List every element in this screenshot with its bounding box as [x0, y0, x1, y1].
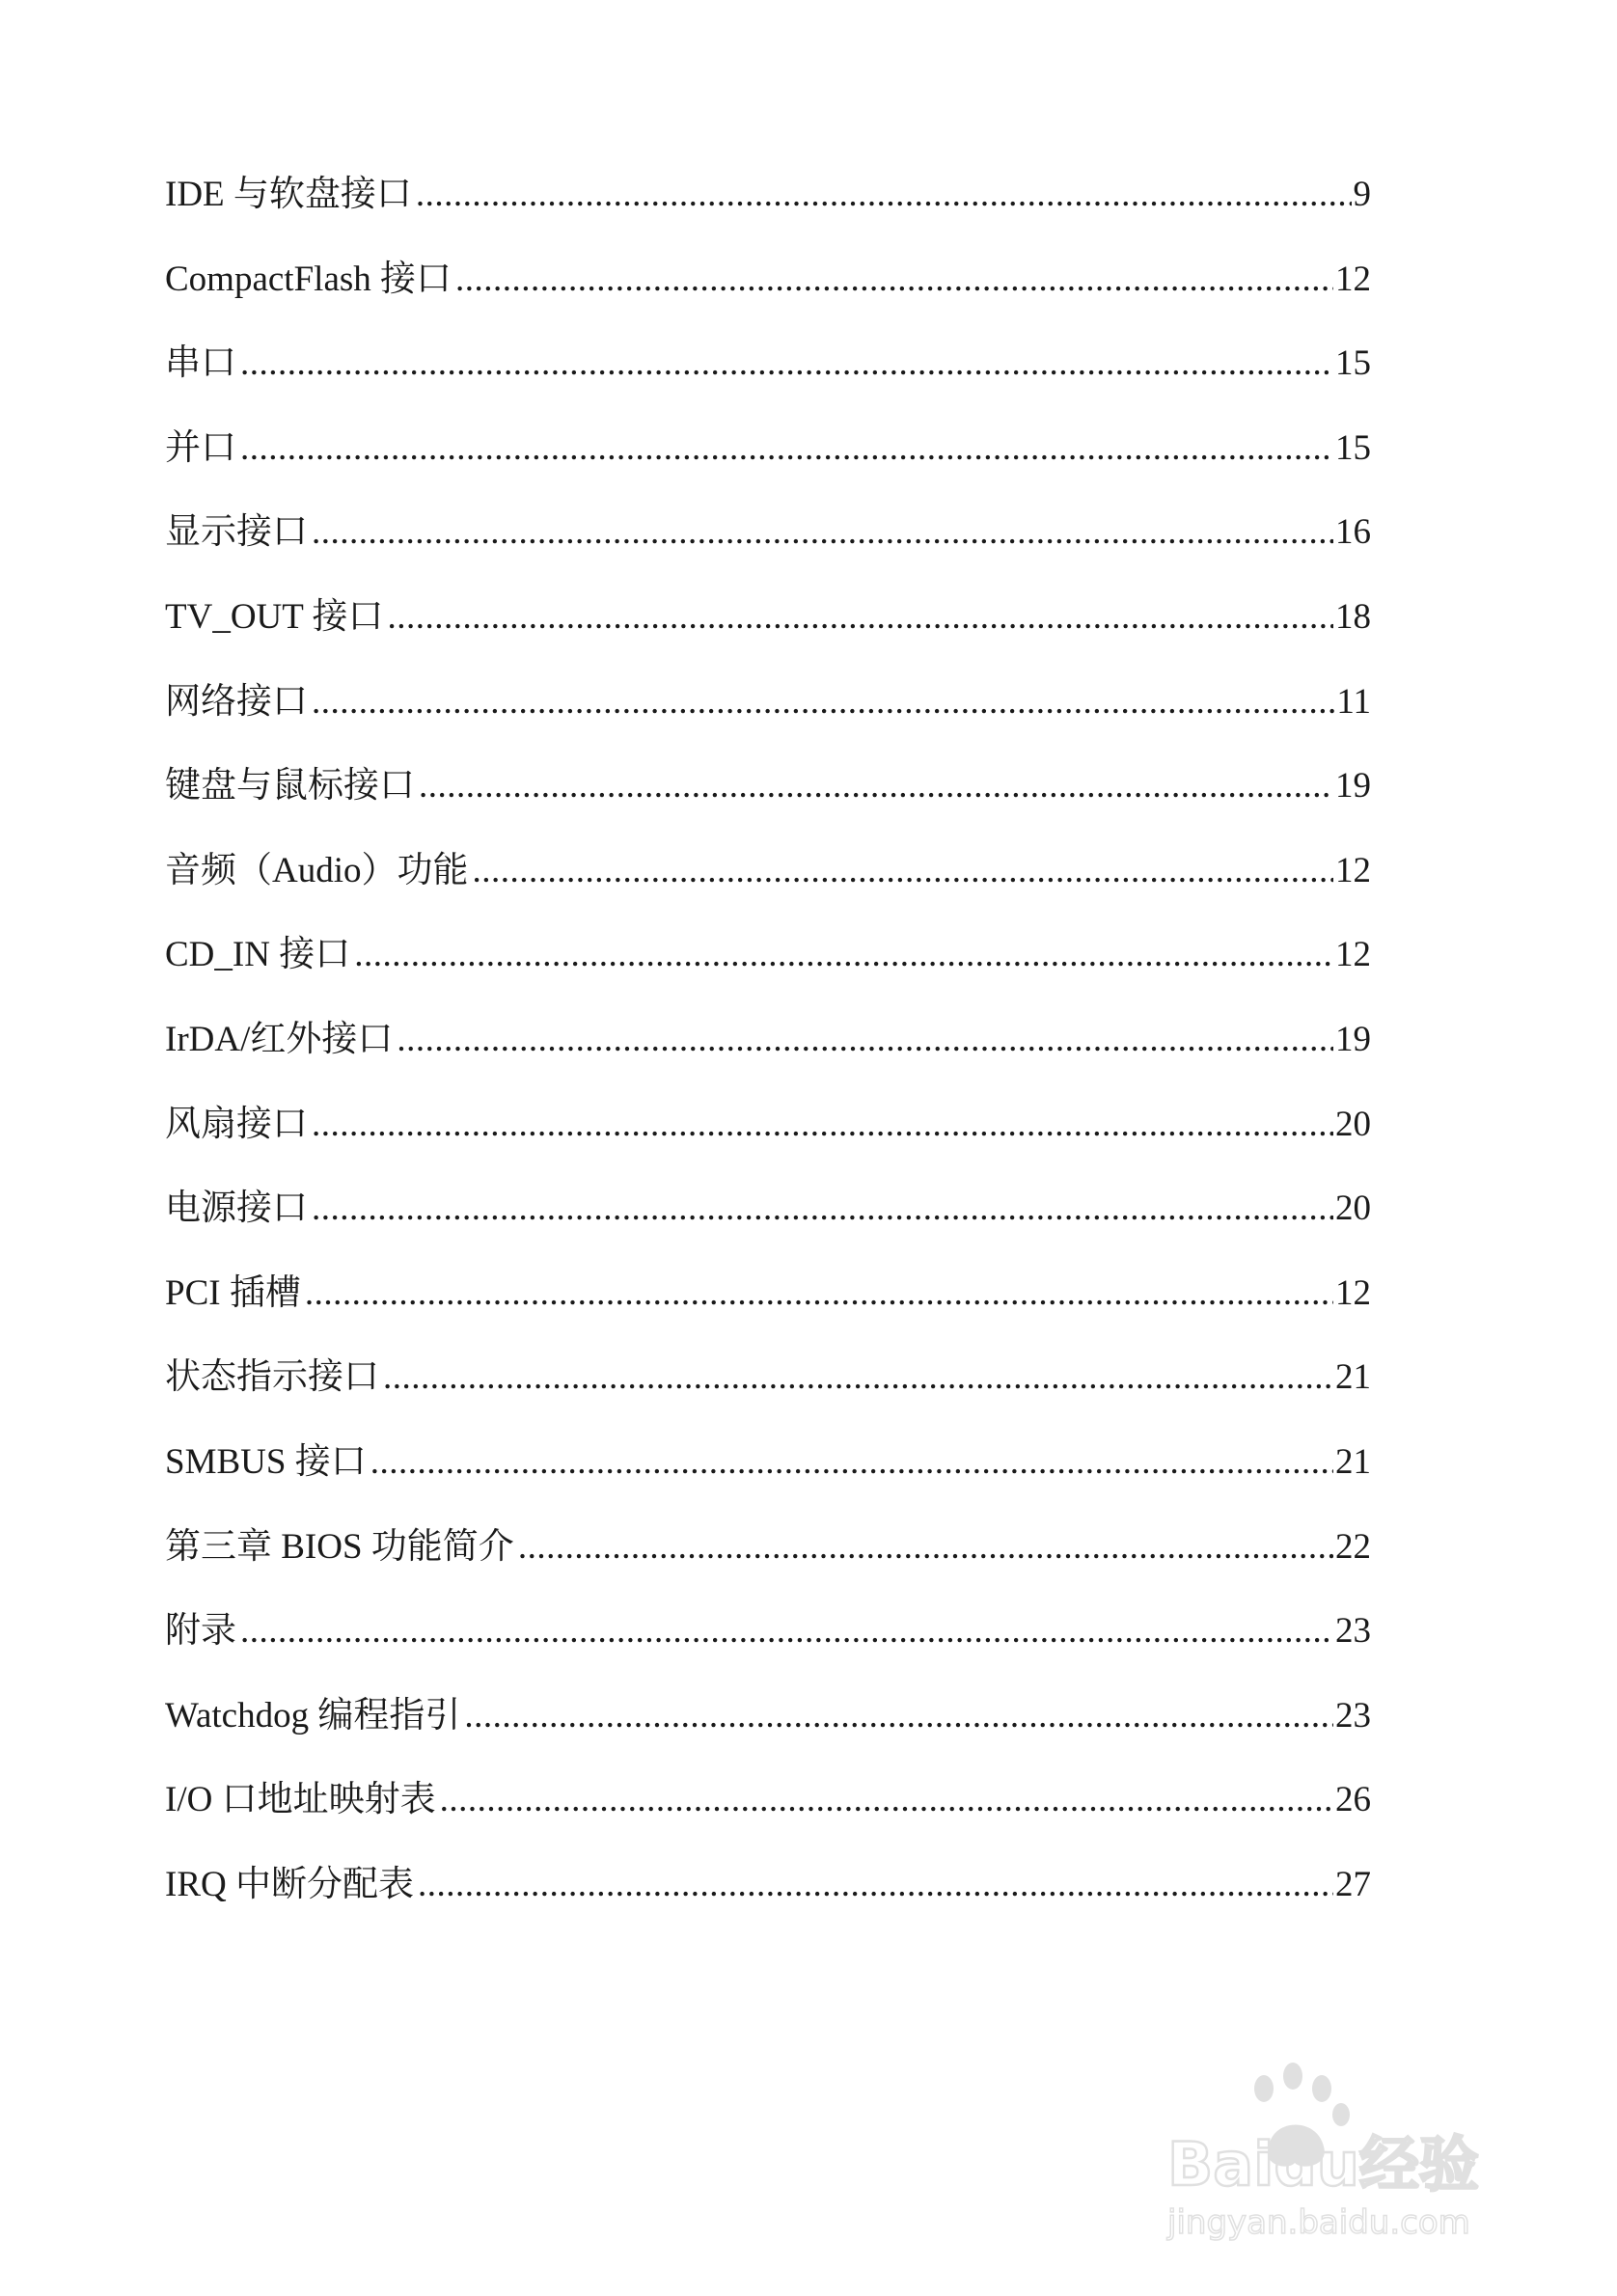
dot-leader — [312, 514, 1333, 550]
dot-leader — [418, 1867, 1333, 1902]
toc-entry-title: 串口 — [165, 343, 236, 384]
toc-entry[interactable] — [165, 681, 1371, 769]
dot-leader — [354, 937, 1333, 972]
toc-entry-page: 15 — [1335, 427, 1371, 468]
toc-entry[interactable] — [165, 427, 1371, 515]
toc-entry[interactable] — [165, 1441, 1371, 1529]
toc-entry-title: I/O 口地址映射表 — [165, 1780, 436, 1820]
dot-leader — [416, 177, 1352, 212]
dot-leader — [383, 1359, 1333, 1395]
toc-entry[interactable] — [165, 1019, 1371, 1107]
toc-entry-title: IDE 与软盘接口 — [165, 175, 412, 214]
toc-entry-title: PCI 插槽 — [165, 1272, 301, 1313]
dot-leader — [240, 345, 1333, 381]
toc-entry-page: 20 — [1335, 1104, 1371, 1144]
toc-entry[interactable] — [165, 1864, 1371, 1952]
toc-entry-title: 显示接口 — [165, 512, 308, 553]
toc-entry-page: 21 — [1335, 1357, 1371, 1398]
toc-entry[interactable] — [165, 1104, 1371, 1191]
dot-leader — [464, 1698, 1333, 1734]
table-of-contents — [165, 177, 1371, 1951]
toc-entry-page: 21 — [1335, 1441, 1371, 1482]
toc-entry-page: 11 — [1336, 681, 1371, 722]
toc-entry-title: 风扇接口 — [165, 1104, 308, 1144]
toc-entry-title: CompactFlash 接口 — [165, 259, 452, 299]
toc-entry-title: 第三章 BIOS 功能简介 — [165, 1526, 514, 1567]
toc-entry-page: 26 — [1335, 1780, 1371, 1820]
toc-entry[interactable] — [165, 1695, 1371, 1783]
toc-entry-title: Watchdog 编程指引 — [165, 1695, 461, 1736]
toc-entry-page: 20 — [1335, 1189, 1371, 1229]
dot-leader — [518, 1529, 1333, 1565]
toc-entry-title: 并口 — [165, 427, 236, 468]
toc-entry-page: 12 — [1335, 1272, 1371, 1313]
toc-entry-title: 电源接口 — [165, 1189, 308, 1229]
toc-entry[interactable] — [165, 1272, 1371, 1360]
toc-entry-page: 9 — [1353, 175, 1371, 214]
toc-entry[interactable] — [165, 261, 1371, 346]
toc-entry-page: 16 — [1335, 512, 1371, 553]
dot-leader — [419, 768, 1333, 804]
dot-leader — [370, 1444, 1333, 1480]
toc-entry-page: 18 — [1335, 596, 1371, 637]
toc-entry[interactable] — [165, 1782, 1371, 1867]
toc-entry[interactable] — [165, 937, 1371, 1022]
dot-leader — [240, 430, 1333, 466]
dot-leader — [455, 261, 1333, 297]
dot-leader — [312, 1107, 1333, 1142]
toc-entry-page: 15 — [1335, 343, 1371, 384]
toc-entry-title: SMBUS 接口 — [165, 1441, 367, 1482]
toc-entry-page: 23 — [1335, 1611, 1371, 1652]
dot-leader — [312, 1190, 1333, 1226]
watermark-url: jingyan.baidu.com — [1167, 2203, 1470, 2242]
dot-leader — [440, 1782, 1333, 1818]
toc-entry-title: 附录 — [165, 1611, 236, 1652]
toc-entry-title: IrDA/红外接口 — [165, 1019, 394, 1059]
dot-leader — [397, 1022, 1333, 1057]
toc-entry-page: 19 — [1335, 1019, 1371, 1059]
toc-entry-page: 12 — [1335, 259, 1371, 299]
toc-entry[interactable] — [165, 345, 1371, 430]
watermark-brand: Baidu经验 — [1167, 2129, 1479, 2200]
dot-leader — [473, 853, 1334, 888]
toc-entry[interactable] — [165, 514, 1371, 599]
dot-leader — [240, 1613, 1333, 1649]
toc-entry-page: 12 — [1335, 850, 1371, 890]
toc-entry-title: CD_IN 接口 — [165, 935, 351, 975]
toc-entry-page: 19 — [1335, 766, 1371, 806]
toc-entry[interactable] — [165, 177, 1371, 261]
dot-leader — [305, 1275, 1333, 1311]
dot-leader — [312, 684, 1334, 720]
toc-entry-title: IRQ 中断分配表 — [165, 1864, 414, 1904]
toc-entry-page: 22 — [1335, 1526, 1371, 1567]
toc-entry-title: 状态指示接口 — [165, 1357, 379, 1398]
toc-entry-page: 23 — [1335, 1695, 1371, 1736]
toc-entry[interactable] — [165, 768, 1371, 853]
toc-entry[interactable] — [165, 1190, 1371, 1275]
dot-leader — [387, 599, 1333, 635]
toc-entry[interactable] — [165, 1613, 1371, 1698]
toc-entry[interactable] — [165, 1359, 1371, 1444]
toc-entry[interactable] — [165, 1526, 1371, 1614]
toc-entry-title: 音频（Audio）功能 — [165, 850, 469, 890]
toc-entry-title: TV_OUT 接口 — [165, 596, 384, 637]
toc-entry-page: 12 — [1335, 935, 1371, 975]
toc-entry[interactable] — [165, 850, 1371, 938]
toc-entry[interactable] — [165, 596, 1371, 684]
baidu-jingyan-watermark — [1148, 2055, 1534, 2248]
toc-entry-page: 27 — [1335, 1864, 1371, 1904]
toc-entry-title: 网络接口 — [165, 681, 308, 722]
toc-entry-title: 键盘与鼠标接口 — [165, 766, 415, 806]
